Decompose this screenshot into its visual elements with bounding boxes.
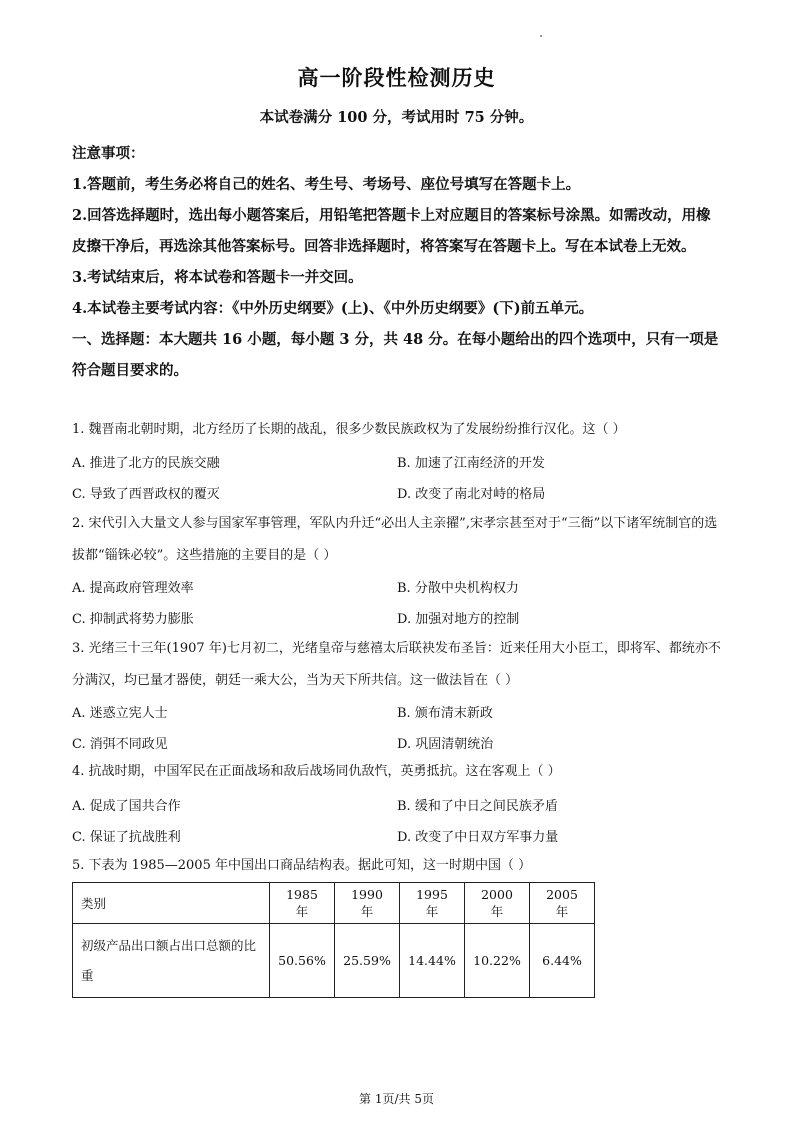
question-2 [72, 508, 722, 571]
notes-section [72, 138, 722, 386]
option-a: A. 迷惑立宪人士 [72, 706, 168, 721]
question-4 [72, 756, 722, 788]
question-stem: 2. 宋代引入大量文人参与国家军事管理，军队内升迁“必出人主亲擢”,宋孝宗甚至对于“三衙”以下诸军统制官的选拔都“锱铢必较”。这些措施的主要目的是（ ） [72, 516, 718, 563]
scan-speck [540, 35, 542, 37]
table-header-cell: 类别 [73, 883, 270, 924]
option-b: B. 加速了江南经济的开发 [397, 456, 545, 471]
page-footer: 第 1页/共 5页 [359, 1092, 434, 1106]
table-row-label: 初级产品出口额占出口总额的比重 [73, 924, 270, 998]
question-stem: 3. 光绪三十三年(1907 年)七月初二，光绪皇帝与慈禧太后联袂发布圣旨：近来任用大小臣工，即将军、都统亦不分满汉，均已量才器使，朝廷一乘大公，当为天下所共信。这一做法旨在（ ） [72, 641, 721, 688]
table-header-row [73, 883, 595, 924]
option-d: D. 加强对地方的控制 [397, 612, 520, 627]
option-b: B. 颁布清末新政 [397, 706, 493, 721]
note-item: 4.本试卷主要考试内容：《中外历史纲要》(上)、《中外历史纲要》(下)前五单元。 [72, 300, 594, 317]
section-heading: 一、选择题：本大题共 16 小题，每小题 3 分，共 48 分。在每小题给出的四个选项中，只有一项是符合题目要求的。 [72, 331, 719, 379]
table-header-cell: 1995 年 [400, 883, 465, 924]
table-header-cell: 1985 年 [270, 883, 335, 924]
option-b: B. 分散中央机构权力 [397, 581, 519, 596]
option-d: D. 改变了中日双方军事力量 [397, 830, 559, 845]
question-1 [72, 414, 722, 446]
question-5 [72, 850, 722, 882]
option-c: C. 导致了西晋政权的覆灭 [72, 487, 220, 502]
note-item: 3.考试结束后，将本试卷和答题卡一并交回。 [72, 269, 363, 286]
option-d: D. 改变了南北对峙的格局 [397, 487, 546, 502]
note-item: 1.答题前，考生务必将自己的姓名、考生号、考场号、座位号填写在答题卡上。 [72, 176, 581, 193]
option-a: A. 提高政府管理效率 [72, 581, 194, 596]
option-c: C. 消弭不同政见 [72, 737, 168, 752]
option-b: B. 缓和了中日之间民族矛盾 [397, 799, 558, 814]
option-d: D. 巩固清朝统治 [397, 737, 494, 752]
table-row [73, 924, 595, 998]
option-c: C. 抑制武将势力膨胀 [72, 612, 194, 627]
table-cell: 25.59% [335, 924, 400, 998]
table-cell: 14.44% [400, 924, 465, 998]
export-structure-table [72, 882, 595, 998]
question-stem: 5. 下表为 1985—2005 年中国出口商品结构表。据此可知，这一时期中国（ ） [72, 858, 532, 873]
question-3 [72, 633, 722, 696]
option-a: A. 促成了国共合作 [72, 799, 181, 814]
table-cell: 50.56% [270, 924, 335, 998]
option-c: C. 保证了抗战胜利 [72, 830, 181, 845]
page-title: 高一阶段性检测历史 [297, 65, 496, 90]
question-stem: 4. 抗战时期，中国军民在正面战场和敌后战场同仇敌忾，英勇抵抗。这在客观上（ ） [72, 764, 561, 779]
table-header-cell: 1990 年 [335, 883, 400, 924]
option-a: A. 推进了北方的民族交融 [72, 456, 220, 471]
question-stem: 1. 魏晋南北朝时期，北方经历了长期的战乱，很多少数民族政权为了发展纷纷推行汉化。这（ ） [72, 422, 626, 437]
exam-info: 本试卷满分 100 分，考试用时 75 分钟。 [259, 109, 534, 126]
notes-heading: 注意事项： [72, 145, 145, 162]
table-header-cell: 2005 年 [530, 883, 595, 924]
table-header-cell: 2000 年 [465, 883, 530, 924]
note-item: 2.回答选择题时，选出每小题答案后，用铅笔把答题卡上对应题目的答案标号涂黑。如需改动，用橡皮擦干净后，再选涂其他答案标号。回答非选择题时，将答案写在答题卡上。写在本试卷上无效。 [72, 207, 711, 255]
table-cell: 10.22% [465, 924, 530, 998]
table-cell: 6.44% [530, 924, 595, 998]
